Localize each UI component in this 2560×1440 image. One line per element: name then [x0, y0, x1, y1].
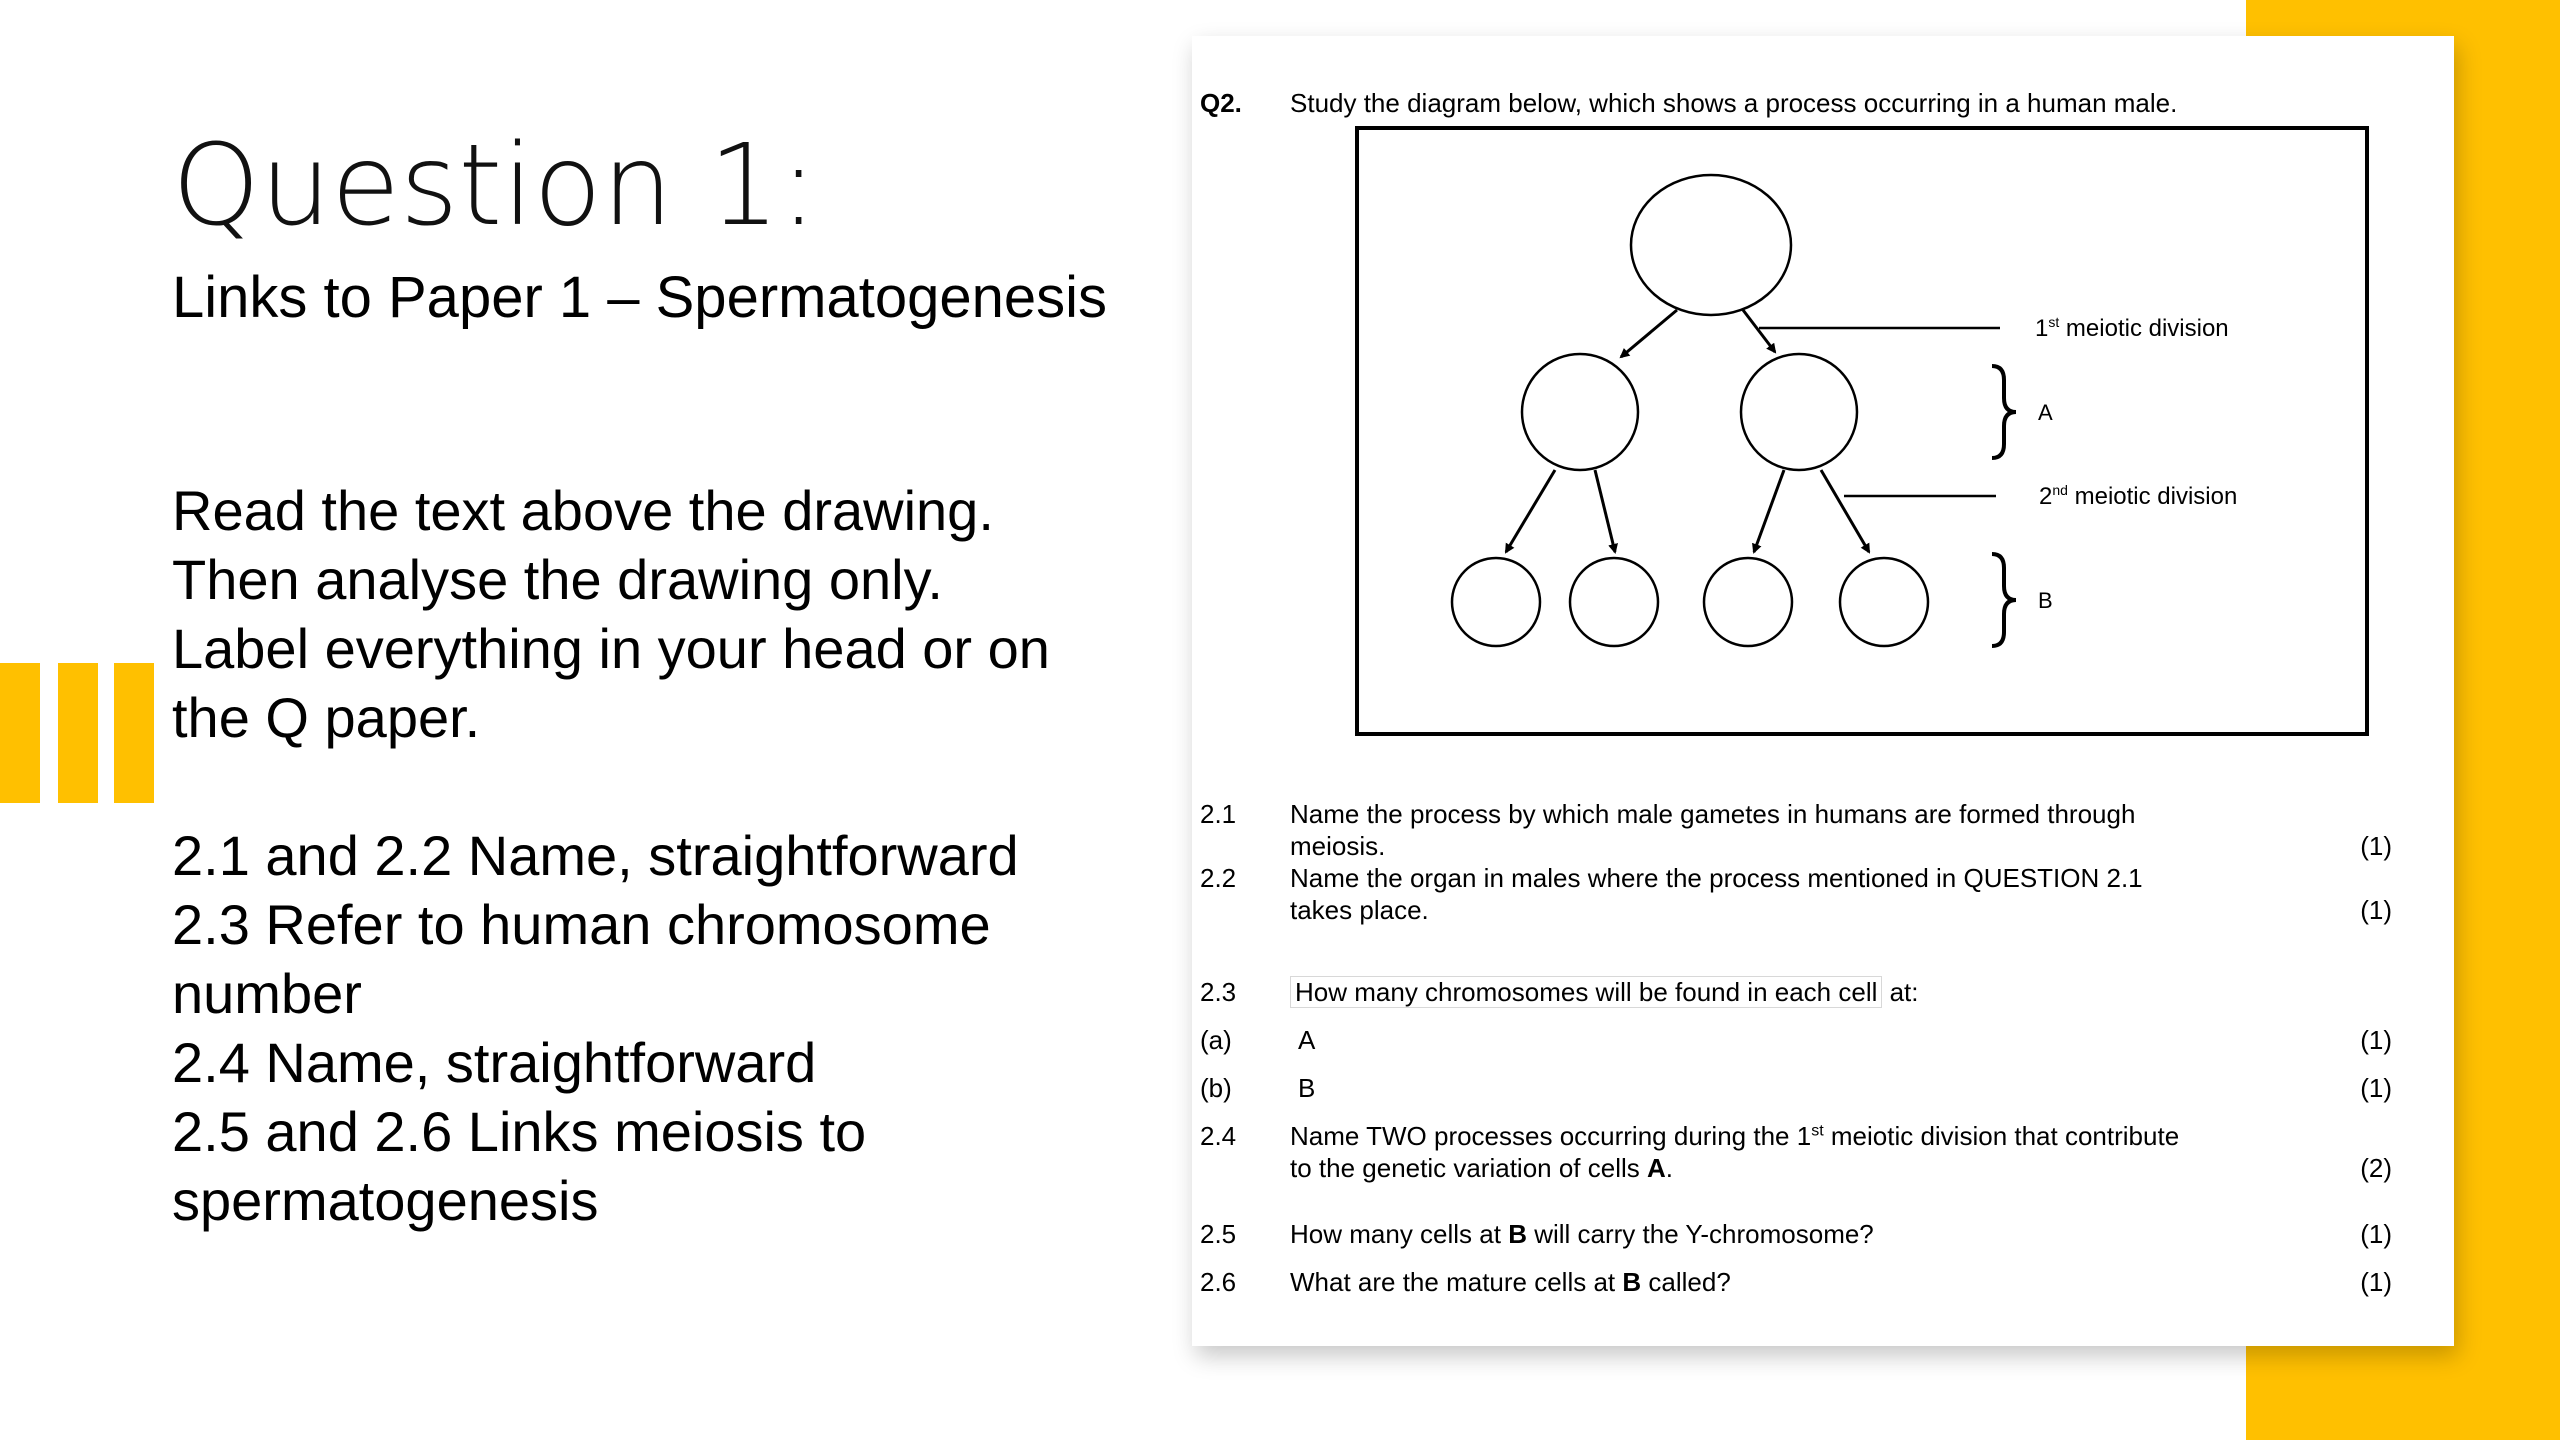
label-first-meiotic-division: 1st meiotic division — [2035, 314, 2229, 342]
accent-bar-1 — [0, 663, 40, 803]
question-text: Study the diagram below, which shows a process occurring in a human male. — [1290, 88, 2178, 118]
slide-title: Question 1: — [172, 121, 818, 251]
instruction-line: Then analyse the drawing only. — [172, 548, 943, 611]
accent-bar-3 — [114, 663, 154, 803]
guidance-line: spermatogenesis — [172, 1169, 599, 1232]
instruction-line: Read the text above the drawing. — [172, 479, 994, 542]
question-number: Q2. — [1200, 88, 1242, 118]
question-paper-image — [1192, 36, 2454, 1346]
highlighted-text: How many chromosomes will be found in each cell — [1290, 976, 1882, 1008]
label-a: A — [2038, 400, 2053, 425]
slide-body — [172, 476, 1112, 1235]
instruction-line: the Q paper. — [172, 686, 481, 749]
guidance-line: 2.1 and 2.2 Name, straightforward — [172, 824, 1019, 887]
label-second-meiotic-division: 2nd meiotic division — [2039, 482, 2238, 510]
spacer — [172, 752, 1112, 821]
question-list: 2.1 Name the process by which male gametes in humans are formed through meiosis. (1) 2.2 Name the organ in males where the process mentioned in QUESTION 2.1 takes place. (1) 2.3 How many chromosomes will be found in each cell at: (a) A (1) (b) B (1) 2.4 Name TWO processes occurring during the 1st meiotic division that contribute to the genetic variation of cells A. (2) 2.5 How many cells at B will carry the Y-chromosome? (1) 2.6 What are the mature cells at B called? (1) — [1200, 799, 2392, 1297]
accent-bar-2 — [58, 663, 98, 803]
guidance-line: number — [172, 962, 362, 1025]
guidance-line: 2.4 Name, straightforward — [172, 1031, 817, 1094]
slide-subtitle: Links to Paper 1 – Spermatogenesis — [172, 265, 1107, 330]
guidance-line: 2.3 Refer to human chromosome — [172, 893, 991, 956]
guidance-line: 2.5 and 2.6 Links meiosis to — [172, 1100, 867, 1163]
label-b: B — [2038, 588, 2053, 613]
instruction-line: Label everything in your head or on — [172, 617, 1050, 680]
